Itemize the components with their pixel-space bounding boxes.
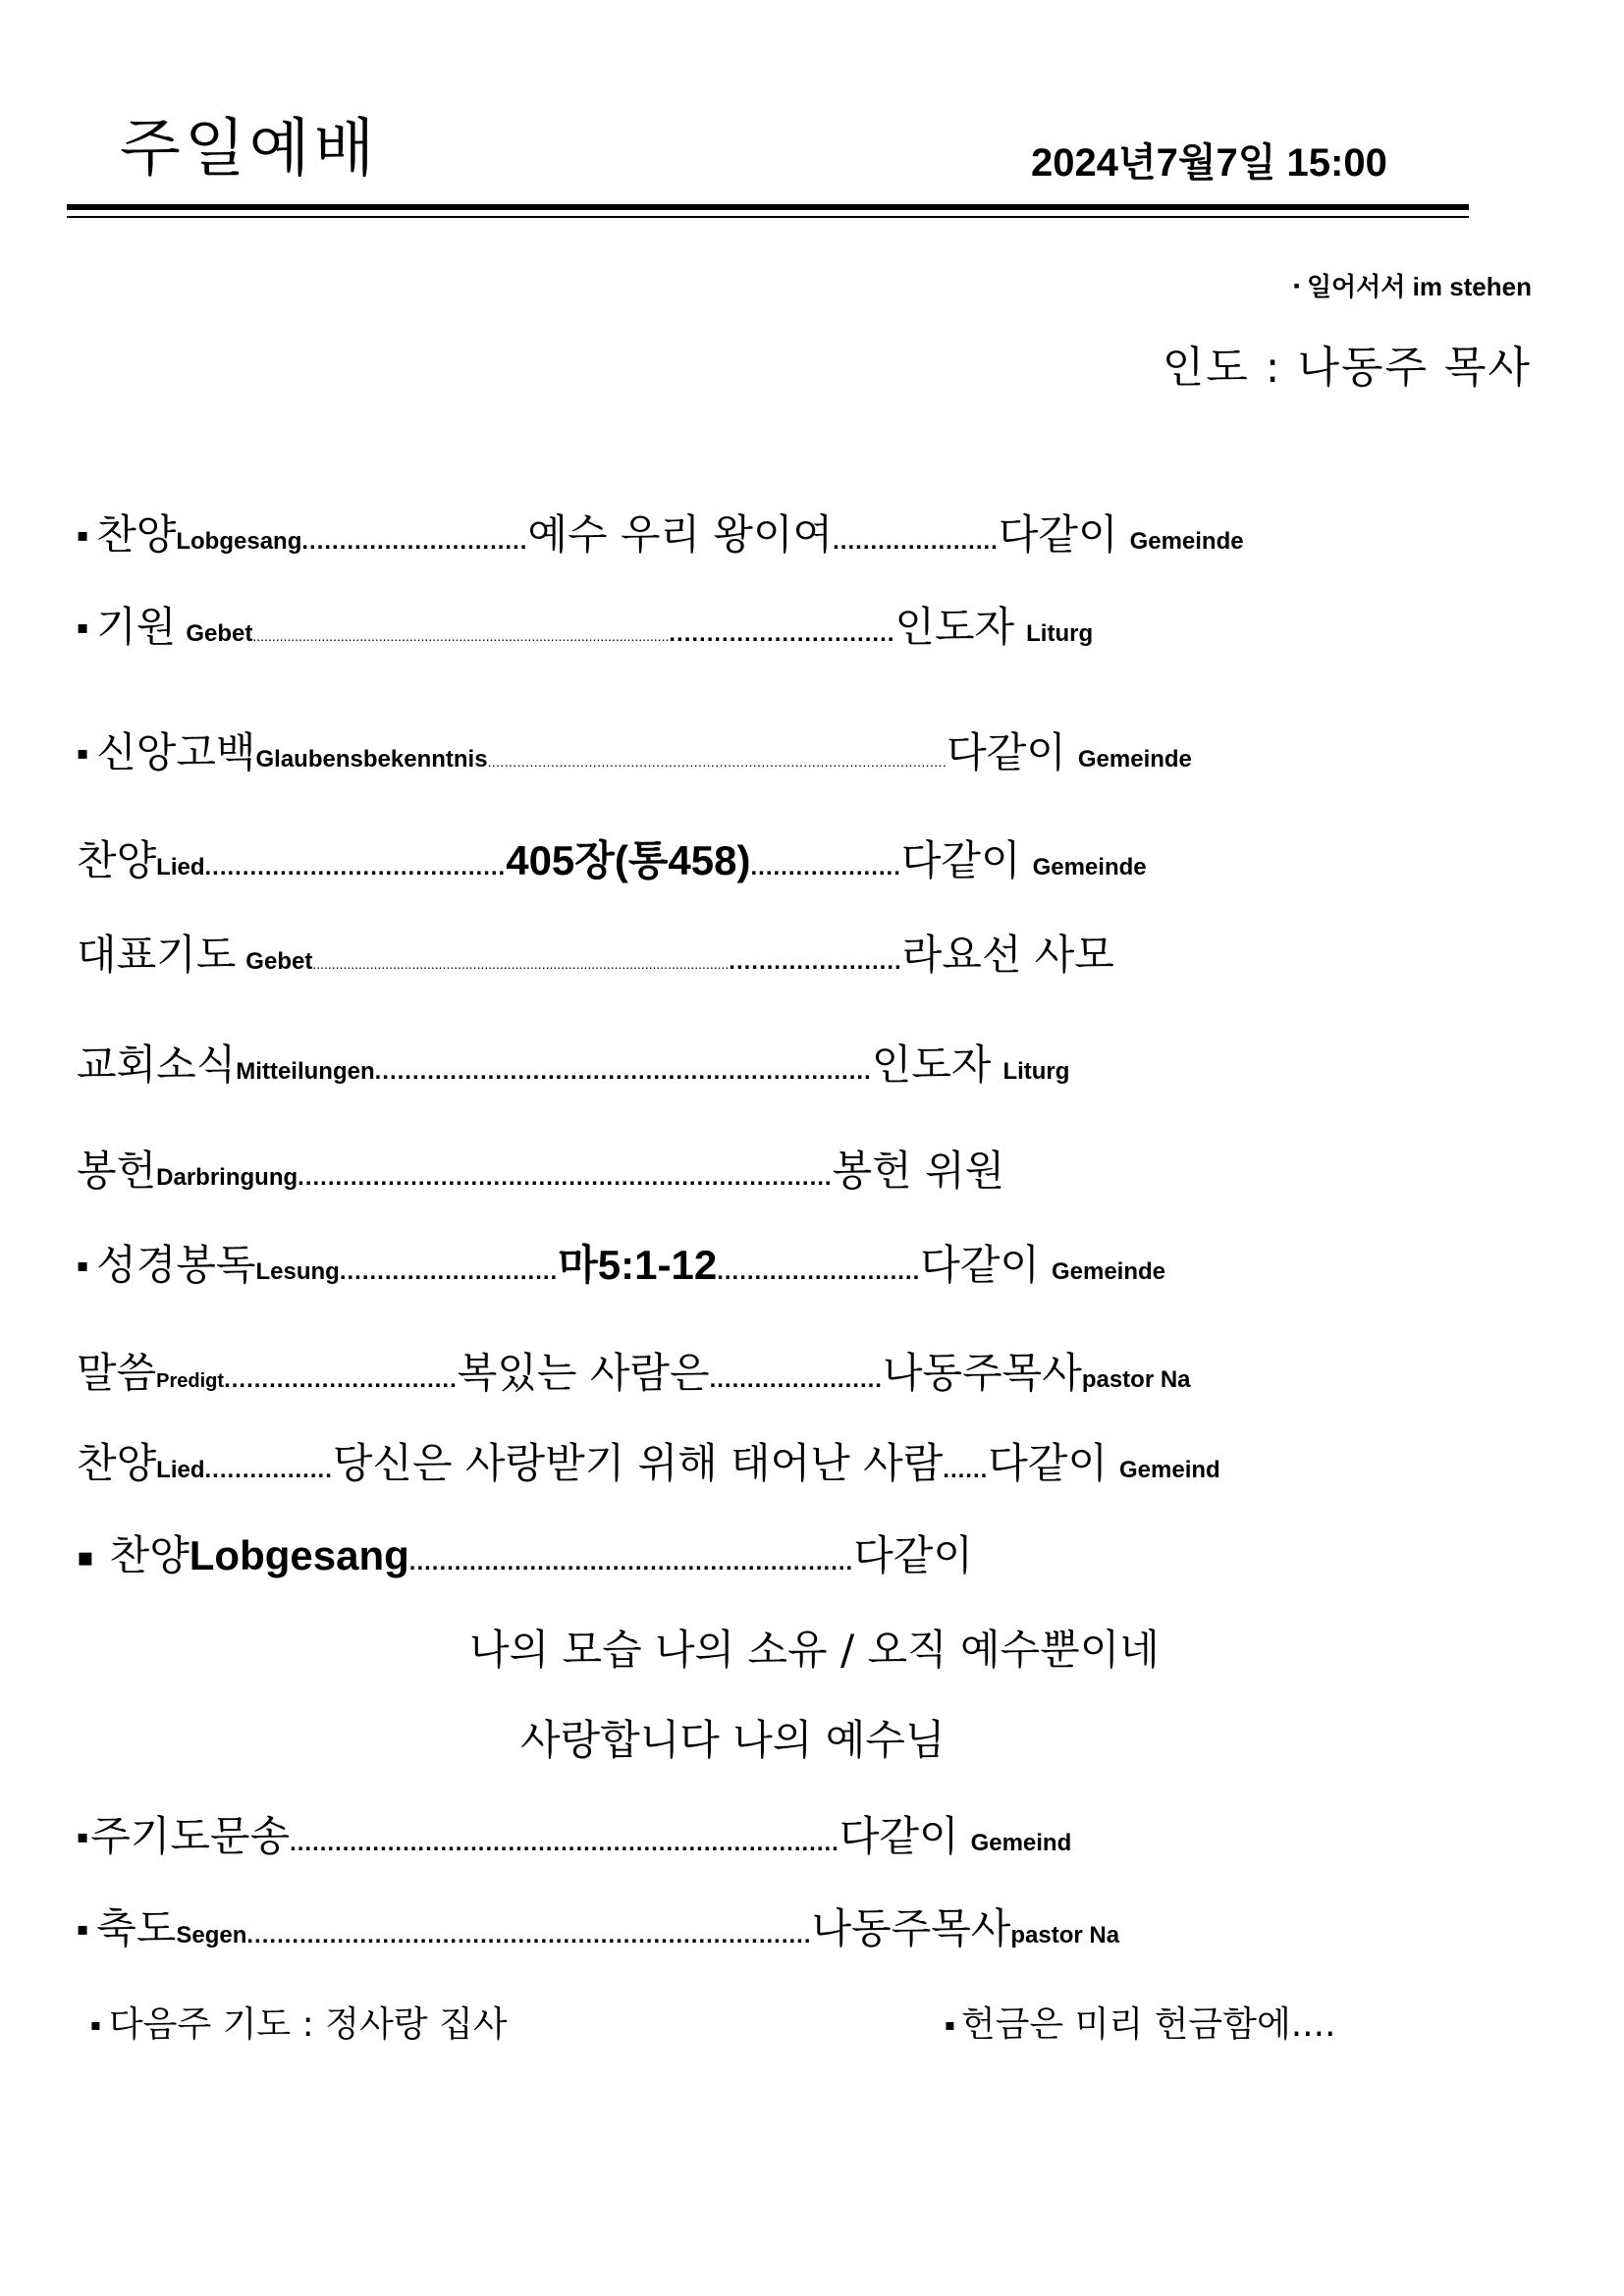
stand-note-text: 일어서서 im stehen: [1306, 272, 1532, 301]
bullet-icon: ▪: [77, 1543, 94, 1573]
order-row-1: [77, 503, 1549, 561]
item-korean: 성경봉독: [96, 1241, 256, 1289]
item-german: Gebet: [186, 620, 253, 647]
dot-leader: .............................................................................................................: [312, 956, 730, 972]
item-german: Lesung: [255, 1258, 340, 1285]
order-row-4: [77, 828, 1549, 887]
offering-note-text: 헌금은 미리 헌금함에....: [960, 2004, 1336, 2045]
item-person-german: Liturg: [1002, 1058, 1070, 1085]
closing-row-2: [77, 1896, 1549, 1955]
item-person: 봉헌 위원: [832, 1147, 1005, 1195]
item-content: 예수 우리 왕이여: [527, 510, 834, 559]
dot-leader: ...............................: [224, 1366, 458, 1393]
item-german: Gebet: [245, 948, 313, 975]
bullet-icon: ▪: [77, 1827, 89, 1847]
bullet-icon: ▪: [90, 2015, 101, 2034]
bullet-icon: ▪: [77, 617, 89, 638]
item-content: 마5:1-12: [558, 1242, 718, 1288]
item-korean: 주기도문송: [90, 1812, 291, 1860]
item-person: 다같이: [988, 1439, 1109, 1487]
bullet-icon: ▪: [77, 1255, 89, 1276]
dot-leader: ..............................: [301, 528, 528, 555]
item-person: 인도자: [871, 1041, 992, 1089]
item-german: Glaubensbekenntnis: [255, 746, 488, 773]
leader-line: 인도 : 나동주 목사: [1162, 343, 1532, 393]
item-person-german: Gemeinde: [1129, 528, 1244, 555]
dot-leader: ...........................: [717, 1258, 921, 1285]
dot-leader: ......: [943, 1457, 989, 1483]
item-person: 다같이: [920, 1241, 1040, 1289]
order-row-6: [77, 1033, 1549, 1092]
dot-leader: ...........................................................................: [246, 1922, 812, 1949]
bullet-icon: ▪: [77, 525, 89, 546]
header-rule: [67, 204, 1469, 210]
order-row-7: [77, 1139, 1549, 1198]
order-row-9: [77, 1341, 1549, 1400]
dot-leader: ..............................: [669, 620, 895, 647]
item-person-german: Liturg: [1026, 620, 1094, 647]
dot-leader: .......................: [729, 948, 902, 975]
dot-leader: ..................................................................: [374, 1058, 872, 1085]
order-row-8: [77, 1233, 1549, 1292]
item-person: 다같이: [900, 836, 1021, 884]
offering-note: [945, 1997, 1336, 2047]
order-row-5: [77, 923, 1549, 982]
item-korean: 신앙고백: [96, 728, 256, 776]
item-person: 다같이: [998, 510, 1118, 559]
item-korean: 기원: [96, 603, 177, 651]
item-person-german: pastor Na: [1081, 1366, 1191, 1393]
dot-leader: .................: [204, 1457, 333, 1483]
dot-leader: .......................................................................: [298, 1164, 833, 1191]
bullet-icon: ▪: [945, 2015, 955, 2034]
item-person-german: Gemeinde: [1032, 854, 1147, 881]
dot-leader: ........................................: [204, 854, 507, 881]
dot-leader: .........................................................................: [290, 1830, 839, 1856]
song-line-2: 사랑합니다 나의 예수님: [520, 1716, 946, 1764]
item-korean: 찬양: [109, 1531, 189, 1579]
item-person-german: Gemeinde: [1077, 746, 1192, 773]
item-person-german: pastor Na: [1010, 1922, 1120, 1949]
item-person: 다같이: [947, 728, 1066, 776]
stand-note: [1293, 267, 1532, 303]
item-german: Lied: [156, 1457, 205, 1483]
bullet-icon: ▪: [1293, 276, 1300, 295]
order-row-11: [77, 1523, 1549, 1582]
item-korean: 교회소식: [77, 1041, 237, 1089]
item-person: 라요선 사모: [901, 931, 1114, 979]
dot-leader: .............................................................................................................: [487, 754, 947, 770]
item-korean: 봉헌: [77, 1147, 157, 1195]
item-person: 인도자: [894, 603, 1015, 651]
item-person-german: Gemeind: [1119, 1457, 1220, 1483]
item-content: 405장(통458): [506, 837, 751, 883]
header-rule-thin: [67, 216, 1469, 218]
item-german: Predigt: [156, 1370, 225, 1392]
closing-row-1: [77, 1804, 1549, 1863]
item-content: 복있는 사람은: [457, 1349, 710, 1397]
dot-leader: .......................: [709, 1366, 883, 1393]
dot-leader: ...........................................................: [408, 1549, 854, 1575]
item-german: Segen: [176, 1922, 247, 1949]
item-german: Mitteilungen: [236, 1058, 375, 1085]
dot-leader: ....................: [750, 854, 901, 881]
song-line-1: 나의 모습 나의 소유 / 오직 예수뿐이네: [469, 1626, 1160, 1674]
order-row-2: [77, 595, 1549, 654]
order-row-3: [77, 721, 1549, 779]
bullet-icon: ▪: [77, 743, 89, 764]
bullet-icon: ▪: [77, 1919, 89, 1940]
item-german: Lobgesang: [189, 1532, 409, 1578]
order-row-10: [77, 1431, 1549, 1490]
dot-leader: .............................: [339, 1258, 559, 1285]
next-week-prayer: [90, 1997, 508, 2047]
item-korean: 찬양: [77, 1439, 157, 1487]
item-person: 나동주목사: [882, 1349, 1082, 1397]
item-person-german: Gemeind: [970, 1830, 1072, 1856]
service-date: 2024년7월7일 15:00: [1031, 141, 1387, 185]
item-german: Darbringung: [156, 1164, 298, 1191]
item-german: Lobgesang: [176, 528, 302, 555]
item-person: 다같이: [839, 1812, 959, 1860]
item-korean: 축도: [96, 1904, 177, 1952]
item-person: 나동주목사: [811, 1904, 1011, 1952]
item-content: 당신은 사랑받기 위해 태어난 사람: [332, 1439, 944, 1487]
item-korean: 찬양: [77, 836, 157, 884]
item-korean: 대표기도: [77, 931, 237, 979]
item-korean: 찬양: [96, 510, 177, 559]
dot-leader: .............................................................................................................: [252, 628, 670, 644]
item-person: 다같이: [853, 1531, 973, 1579]
dot-leader: ......................: [833, 528, 999, 555]
item-person-german: Gemeinde: [1051, 1258, 1166, 1285]
page-title: 주일예배: [120, 113, 379, 186]
next-week-prayer-text: 다음주 기도 : 정사랑 집사: [108, 2004, 508, 2045]
item-korean: 말씀: [77, 1349, 157, 1397]
item-german: Lied: [156, 854, 205, 881]
